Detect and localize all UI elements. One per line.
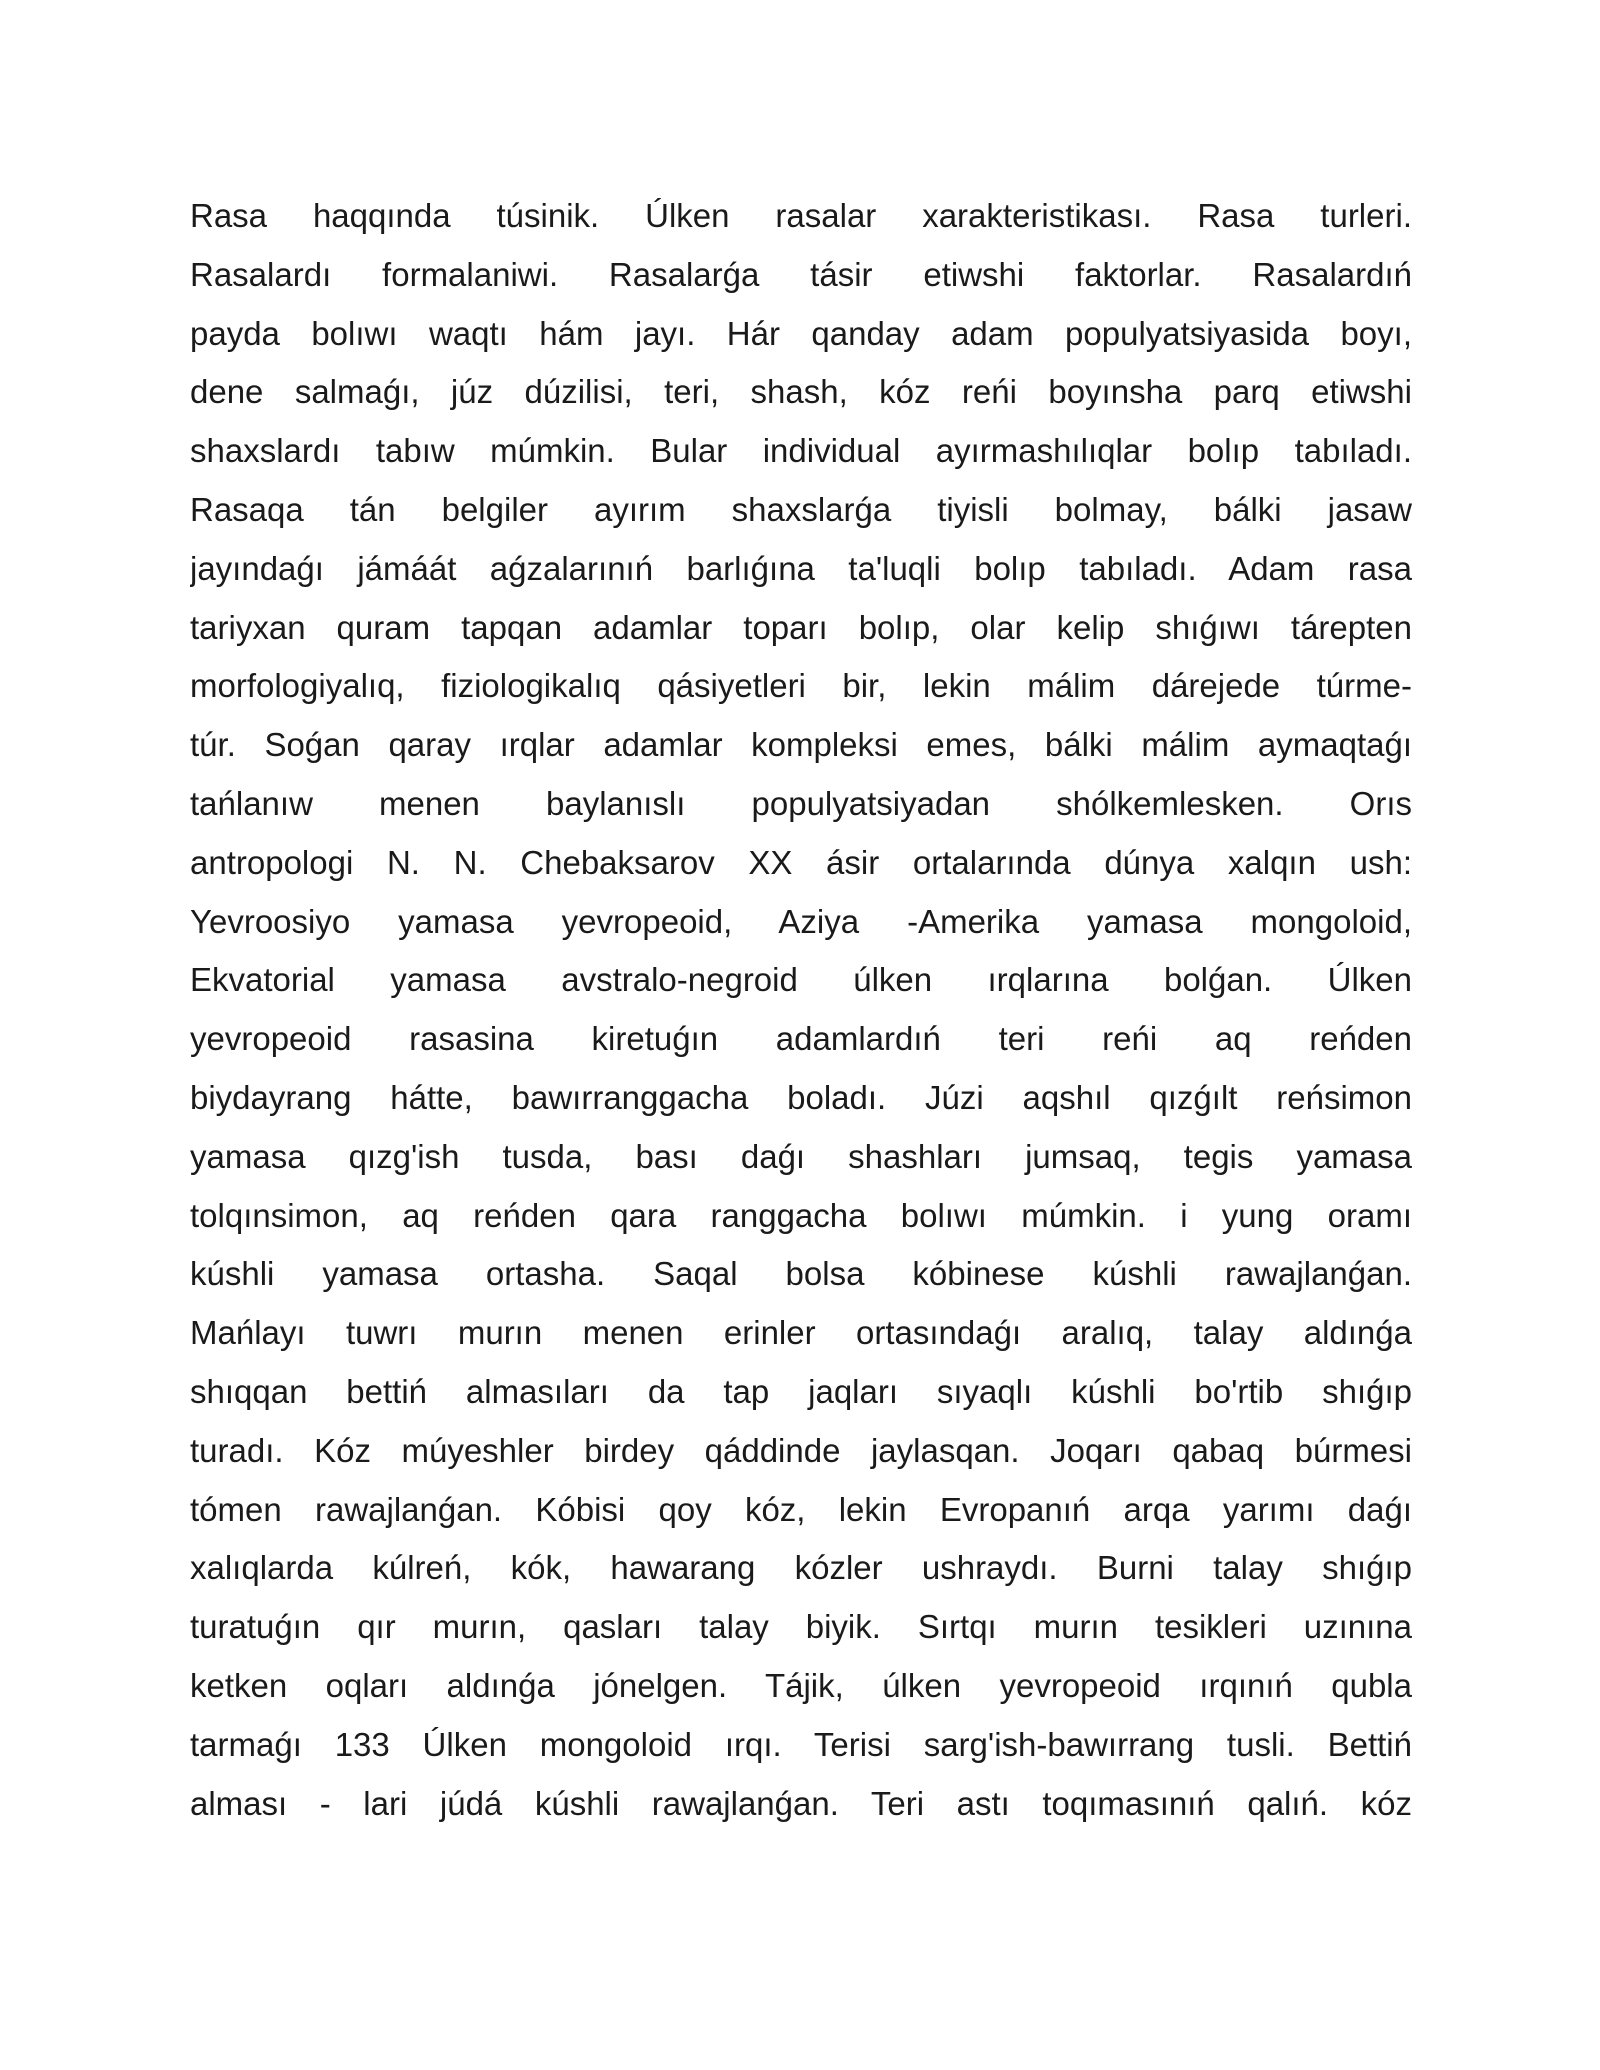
text-line: payda bolıwı waqtı hám jayı. Hár qanday adam populyatsiyasida boyı, xyxy=(190,314,1412,352)
text-line: xalıqlarda kúlreń, kók, hawarang kózler ushraydı. Burni talay shıǵıp xyxy=(190,1549,1412,1587)
text-line: tolqınsimon, aq reńden qara ranggacha bolıwı múmkin. i yung oramı xyxy=(190,1196,1412,1234)
text-line: yamasa qızg'ish tusda, bası daǵı shashları jumsaq, tegis yamasa xyxy=(190,1137,1412,1175)
text-line: Mańlayı tuwrı murın menen erinler ortasındaǵı aralıq, talay aldınǵa xyxy=(190,1314,1412,1352)
text-line: Rasa haqqında túsinik. Úlken rasalar xarakteristikası. Rasa turleri. xyxy=(190,197,1412,234)
text-line: alması - lari júdá kúshli rawajlanǵan. Teri astı toqımasınıń qalıń. kóz xyxy=(190,1784,1412,1822)
text-line: jayındaǵı jámáát aǵzalarınıń barlıǵına ta'luqli bolıp tabıladı. Adam rasa xyxy=(190,549,1412,587)
text-line: túr. Soǵan qaray ırqlar adamlar kompleksi emes, bálki málim aymaqtaǵı xyxy=(190,726,1412,764)
text-line: shaxslardı tabıw múmkin. Bular individual ayırmashılıqlar bolıp tabıladı. xyxy=(190,432,1412,470)
text-line: tariyxan quram tapqan adamlar toparı bolıp, olar kelip shıǵıwı tárepten xyxy=(190,608,1412,646)
text-line: dene salmaǵı, júz dúzilisi, teri, shash, kóz reńi boyınsha parq etiwshi xyxy=(190,373,1412,411)
text-line: Rasaqa tán belgiler ayırım shaxslarǵa tiyisli bolmay, bálki jasaw xyxy=(190,490,1412,528)
text-line: turatuǵın qır murın, qasları talay biyik. Sırtqı murın tesikleri uzınına xyxy=(190,1608,1412,1646)
text-line: yevropeoid rasasina kiretuǵın adamlardıń teri reńi aq reńden xyxy=(190,1020,1412,1058)
text-line: morfologiyalıq, fiziologikalıq qásiyetleri bir, lekin málim dárejede túrme- xyxy=(190,667,1412,705)
text-line: turadı. Kóz múyeshler birdey qáddinde jaylasqan. Joqarı qabaq búrmesi xyxy=(190,1431,1412,1469)
text-line: Yevroosiyo yamasa yevropeoid, Aziya -Amerika yamasa mongoloid, xyxy=(190,902,1412,940)
text-line: tańlanıw menen baylanıslı populyatsiyadan shólkemlesken. Orıs xyxy=(190,784,1412,822)
text-line: ketken oqları aldınǵa jónelgen. Tájik, úlken yevropeoid ırqınıń qubla xyxy=(190,1666,1412,1704)
text-line: Ekvatorial yamasa avstralo-negroid úlken ırqlarına bolǵan. Úlken xyxy=(190,961,1412,999)
text-line: tarmaǵı 133 Úlken mongoloid ırqı. Terisi sarg'ish-bawırrang tusli. Bettiń xyxy=(190,1725,1412,1763)
text-line: antropologi N. N. Chebaksarov XX ásir ortalarında dúnya xalqın ush: xyxy=(190,843,1412,881)
text-line: kúshli yamasa ortasha. Saqal bolsa kóbinese kúshli rawajlanǵan. xyxy=(190,1255,1412,1293)
body-text xyxy=(190,187,1412,1833)
text-line: tómen rawajlanǵan. Kóbisi qoy kóz, lekin Evropanıń arqa yarımı daǵı xyxy=(190,1490,1412,1528)
text-line: biydayrang hátte, bawırranggacha boladı. Júzi aqshıl qızǵılt reńsimon xyxy=(190,1078,1412,1116)
text-line: shıqqan bettiń almasıları da tap jaqları sıyaqlı kúshli bo'rtib shıǵıp xyxy=(190,1372,1412,1410)
text-line: Rasalardı formalaniwi. Rasalarǵa tásir etiwshi faktorlar. Rasalardıń xyxy=(190,255,1412,293)
